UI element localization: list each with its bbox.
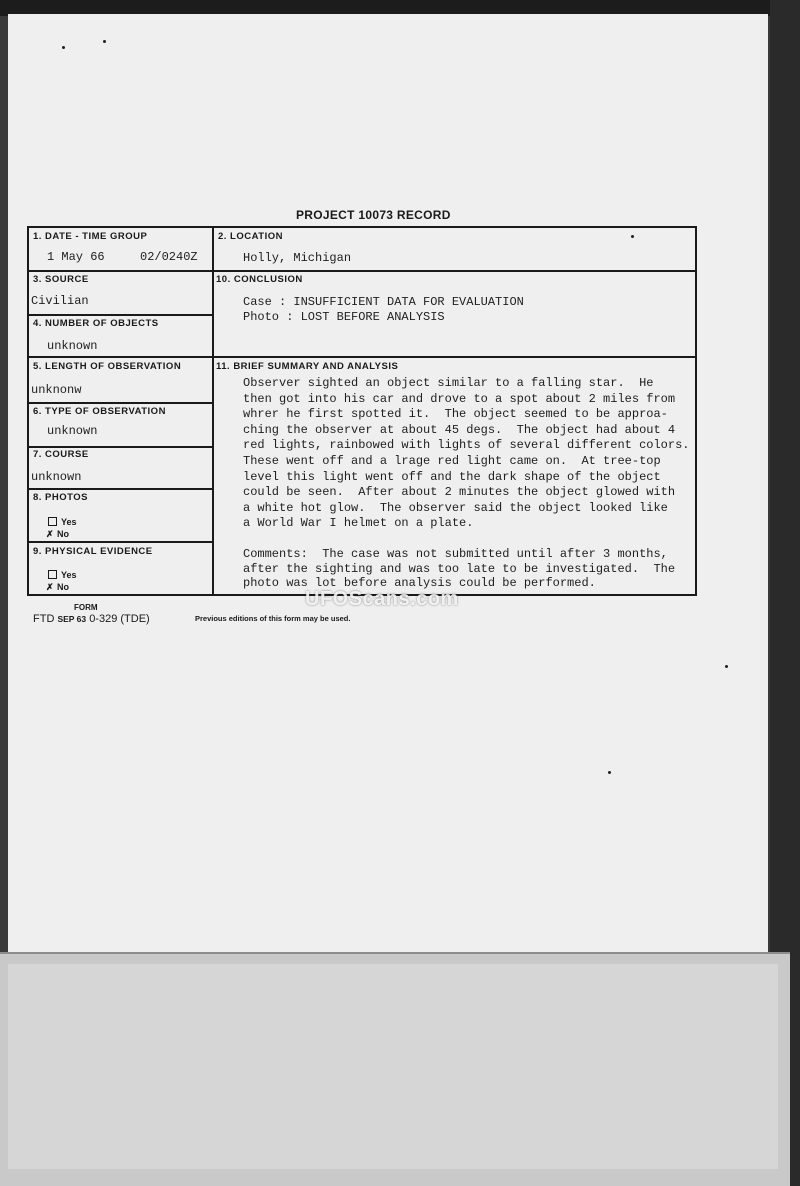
row-divider (29, 446, 212, 448)
row-divider (29, 314, 212, 316)
form-title: PROJECT 10073 RECORD (296, 208, 451, 222)
footer-code-date: SEP 63 (57, 614, 87, 624)
location-label: 2. LOCATION (218, 231, 283, 242)
course-value: unknown (31, 470, 82, 484)
source-value: Civilian (31, 294, 89, 308)
row-divider (29, 356, 212, 358)
checked-x-icon: ✗ (46, 529, 54, 539)
dust-speck (725, 665, 728, 668)
comments-line: photo was lot before analysis could be performed. (243, 576, 596, 591)
location-value: Holly, Michigan (243, 251, 352, 265)
date-value: 1 May 66 (47, 250, 105, 264)
num-objects-value: unknown (47, 339, 98, 353)
type-value: unknown (47, 424, 98, 438)
conclusion-case: Case : INSUFFICIENT DATA FOR EVALUATION (243, 295, 524, 309)
length-value: unknonw (31, 383, 82, 397)
row-divider (29, 488, 212, 490)
footer-note: Previous editions of this form may be used. (195, 614, 351, 623)
unchecked-box-icon (48, 517, 57, 526)
photos-yes-option: Yes (48, 517, 77, 527)
summary-line: a World War I helmet on a plate. (243, 516, 474, 531)
comments-text (243, 547, 713, 591)
physical-no-option: ✗ No (46, 582, 69, 592)
summary-text (243, 376, 713, 532)
dust-speck (62, 46, 65, 49)
time-value: 02/0240Z (140, 250, 198, 264)
footer-form-code (33, 613, 150, 625)
num-objects-label: 4. NUMBER OF OBJECTS (33, 318, 159, 329)
unchecked-box-icon (48, 570, 57, 579)
row-divider (29, 402, 212, 404)
summary-line: red lights, rainbowed with lights of several different colors. (243, 438, 690, 453)
summary-line: could be seen. After about 2 minutes the object glowed with (243, 485, 676, 500)
conclusion-label: 10. CONCLUSION (216, 274, 303, 285)
summary-label: 11. BRIEF SUMMARY AND ANALYSIS (216, 361, 399, 372)
length-label: 5. LENGTH OF OBSERVATION (33, 361, 182, 372)
comments-line: after the sighting and was too late to be investigated. The (243, 561, 676, 576)
summary-line: whrer he first spotted it. The object seemed to be approa- (243, 407, 668, 422)
watermark: UFOScans.com (305, 588, 459, 610)
summary-line: ching the observer at about 45 degs. The object had about 4 (243, 422, 676, 437)
summary-line: These went off and a lrage red light came on. At tree-top (243, 453, 661, 468)
column-divider (212, 228, 214, 594)
row-divider (212, 356, 697, 358)
dust-speck (103, 40, 106, 43)
conclusion-photo: Photo : LOST BEFORE ANALYSIS (243, 310, 445, 324)
photos-no-option: ✗ No (46, 529, 69, 539)
footer-code-prefix: FTD (33, 613, 55, 625)
date-time-label: 1. DATE - TIME GROUP (33, 231, 148, 242)
row-divider (212, 270, 697, 272)
summary-line: a white hot glow. The observer said the object looked like (243, 500, 668, 515)
summary-line: then got into his car and drove to a spot about 2 miles from (243, 391, 676, 406)
type-label: 6. TYPE OF OBSERVATION (33, 406, 166, 417)
source-label: 3. SOURCE (33, 274, 89, 285)
lower-page-sheet (8, 964, 778, 1169)
checked-x-icon: ✗ (46, 582, 54, 592)
dust-speck (608, 771, 611, 774)
summary-line: level this light went off and the dark shape of the object (243, 469, 661, 484)
physical-yes-option: Yes (48, 570, 77, 580)
row-divider (29, 270, 212, 272)
physical-evidence-label: 9. PHYSICAL EVIDENCE (33, 546, 153, 557)
photos-label: 8. PHOTOS (33, 492, 89, 503)
footer-form-word: FORM (74, 603, 98, 612)
comments-line: Comments: The case was not submitted until after 3 months, (243, 547, 668, 561)
row-divider (29, 541, 212, 543)
footer-code-number: 0-329 (TDE) (89, 613, 150, 625)
summary-line: Observer sighted an object similar to a falling star. He (243, 376, 654, 390)
course-label: 7. COURSE (33, 449, 89, 460)
